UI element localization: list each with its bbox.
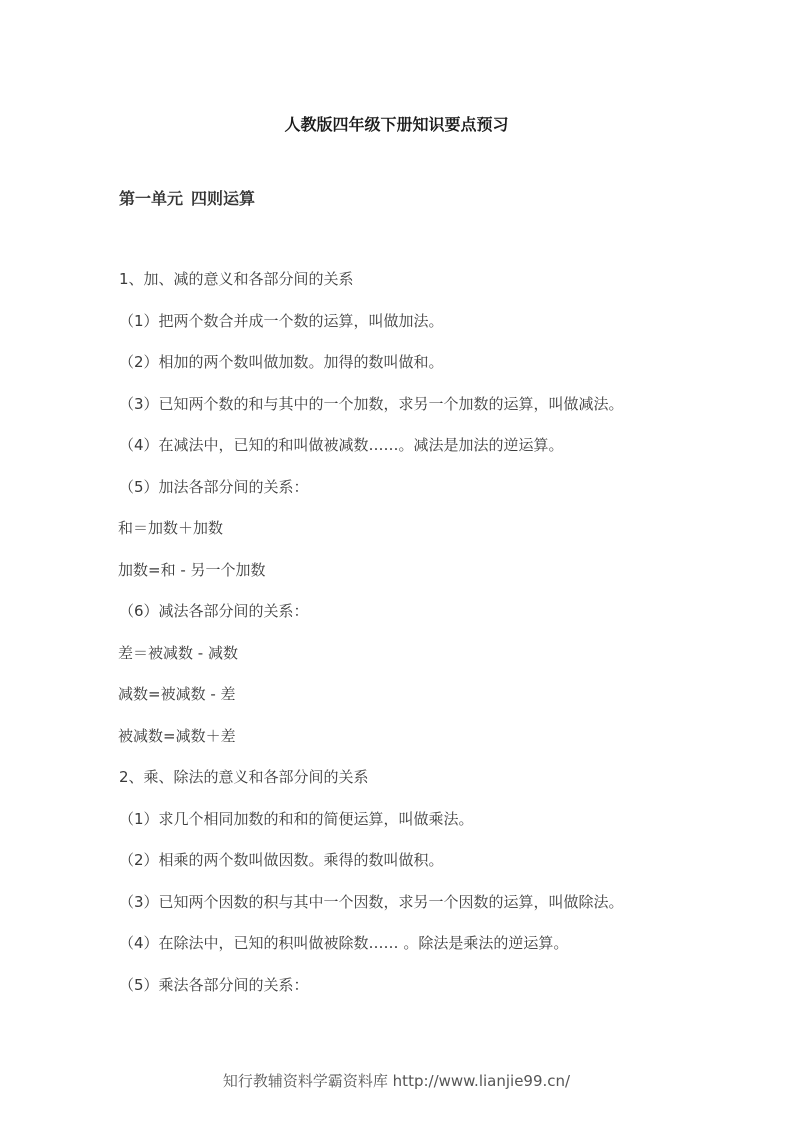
list-item: （5）加法各部分间的关系：: [119, 478, 309, 496]
list-item: （6）减法各部分间的关系：: [119, 602, 309, 620]
formula-line: 减数=被减数 - 差: [118, 685, 236, 703]
document-title: 人教版四年级下册知识要点预习: [284, 115, 509, 134]
unit-number: 第一单元: [119, 189, 184, 208]
list-item: （3）已知两个因数的积与其中一个因数，求另一个因数的运算，叫做除法。: [119, 893, 624, 911]
formula-line: 和＝加数＋加数: [118, 519, 224, 537]
formula-line: 差＝被减数 - 减数: [118, 644, 238, 662]
footer-watermark: 知行教辅资料学霸资料库 http://www.lianjie99.cn/: [222, 1072, 571, 1090]
list-item: （4）在除法中，已知的积叫做被除数…… 。除法是乘法的逆运算。: [119, 934, 569, 952]
unit-topic: 四则运算: [191, 189, 256, 208]
list-item: （2）相加的两个数叫做加数。加得的数叫做和。: [119, 353, 444, 371]
list-item: （5）乘法各部分间的关系：: [119, 976, 309, 994]
formula-line: 加数=和 - 另一个加数: [118, 561, 266, 579]
section-heading-add-subtract: 1、加、减的意义和各部分间的关系: [119, 270, 354, 288]
list-item: （3）已知两个数的和与其中的一个加数，求另一个加数的运算，叫做减法。: [119, 395, 624, 413]
list-item: （2）相乘的两个数叫做因数。乘得的数叫做积。: [119, 851, 444, 869]
list-item: （4）在减法中，已知的和叫做被减数……。减法是加法的逆运算。: [119, 436, 564, 454]
formula-line: 被减数=减数＋差: [118, 727, 236, 745]
list-item: （1）把两个数合并成一个数的运算，叫做加法。: [119, 312, 444, 330]
section-heading-multiply-divide: 2、乘、除法的意义和各部分间的关系: [119, 768, 369, 786]
list-item: （1）求几个相同加数的和和的简便运算，叫做乘法。: [119, 810, 474, 828]
unit-heading: [119, 186, 255, 209]
